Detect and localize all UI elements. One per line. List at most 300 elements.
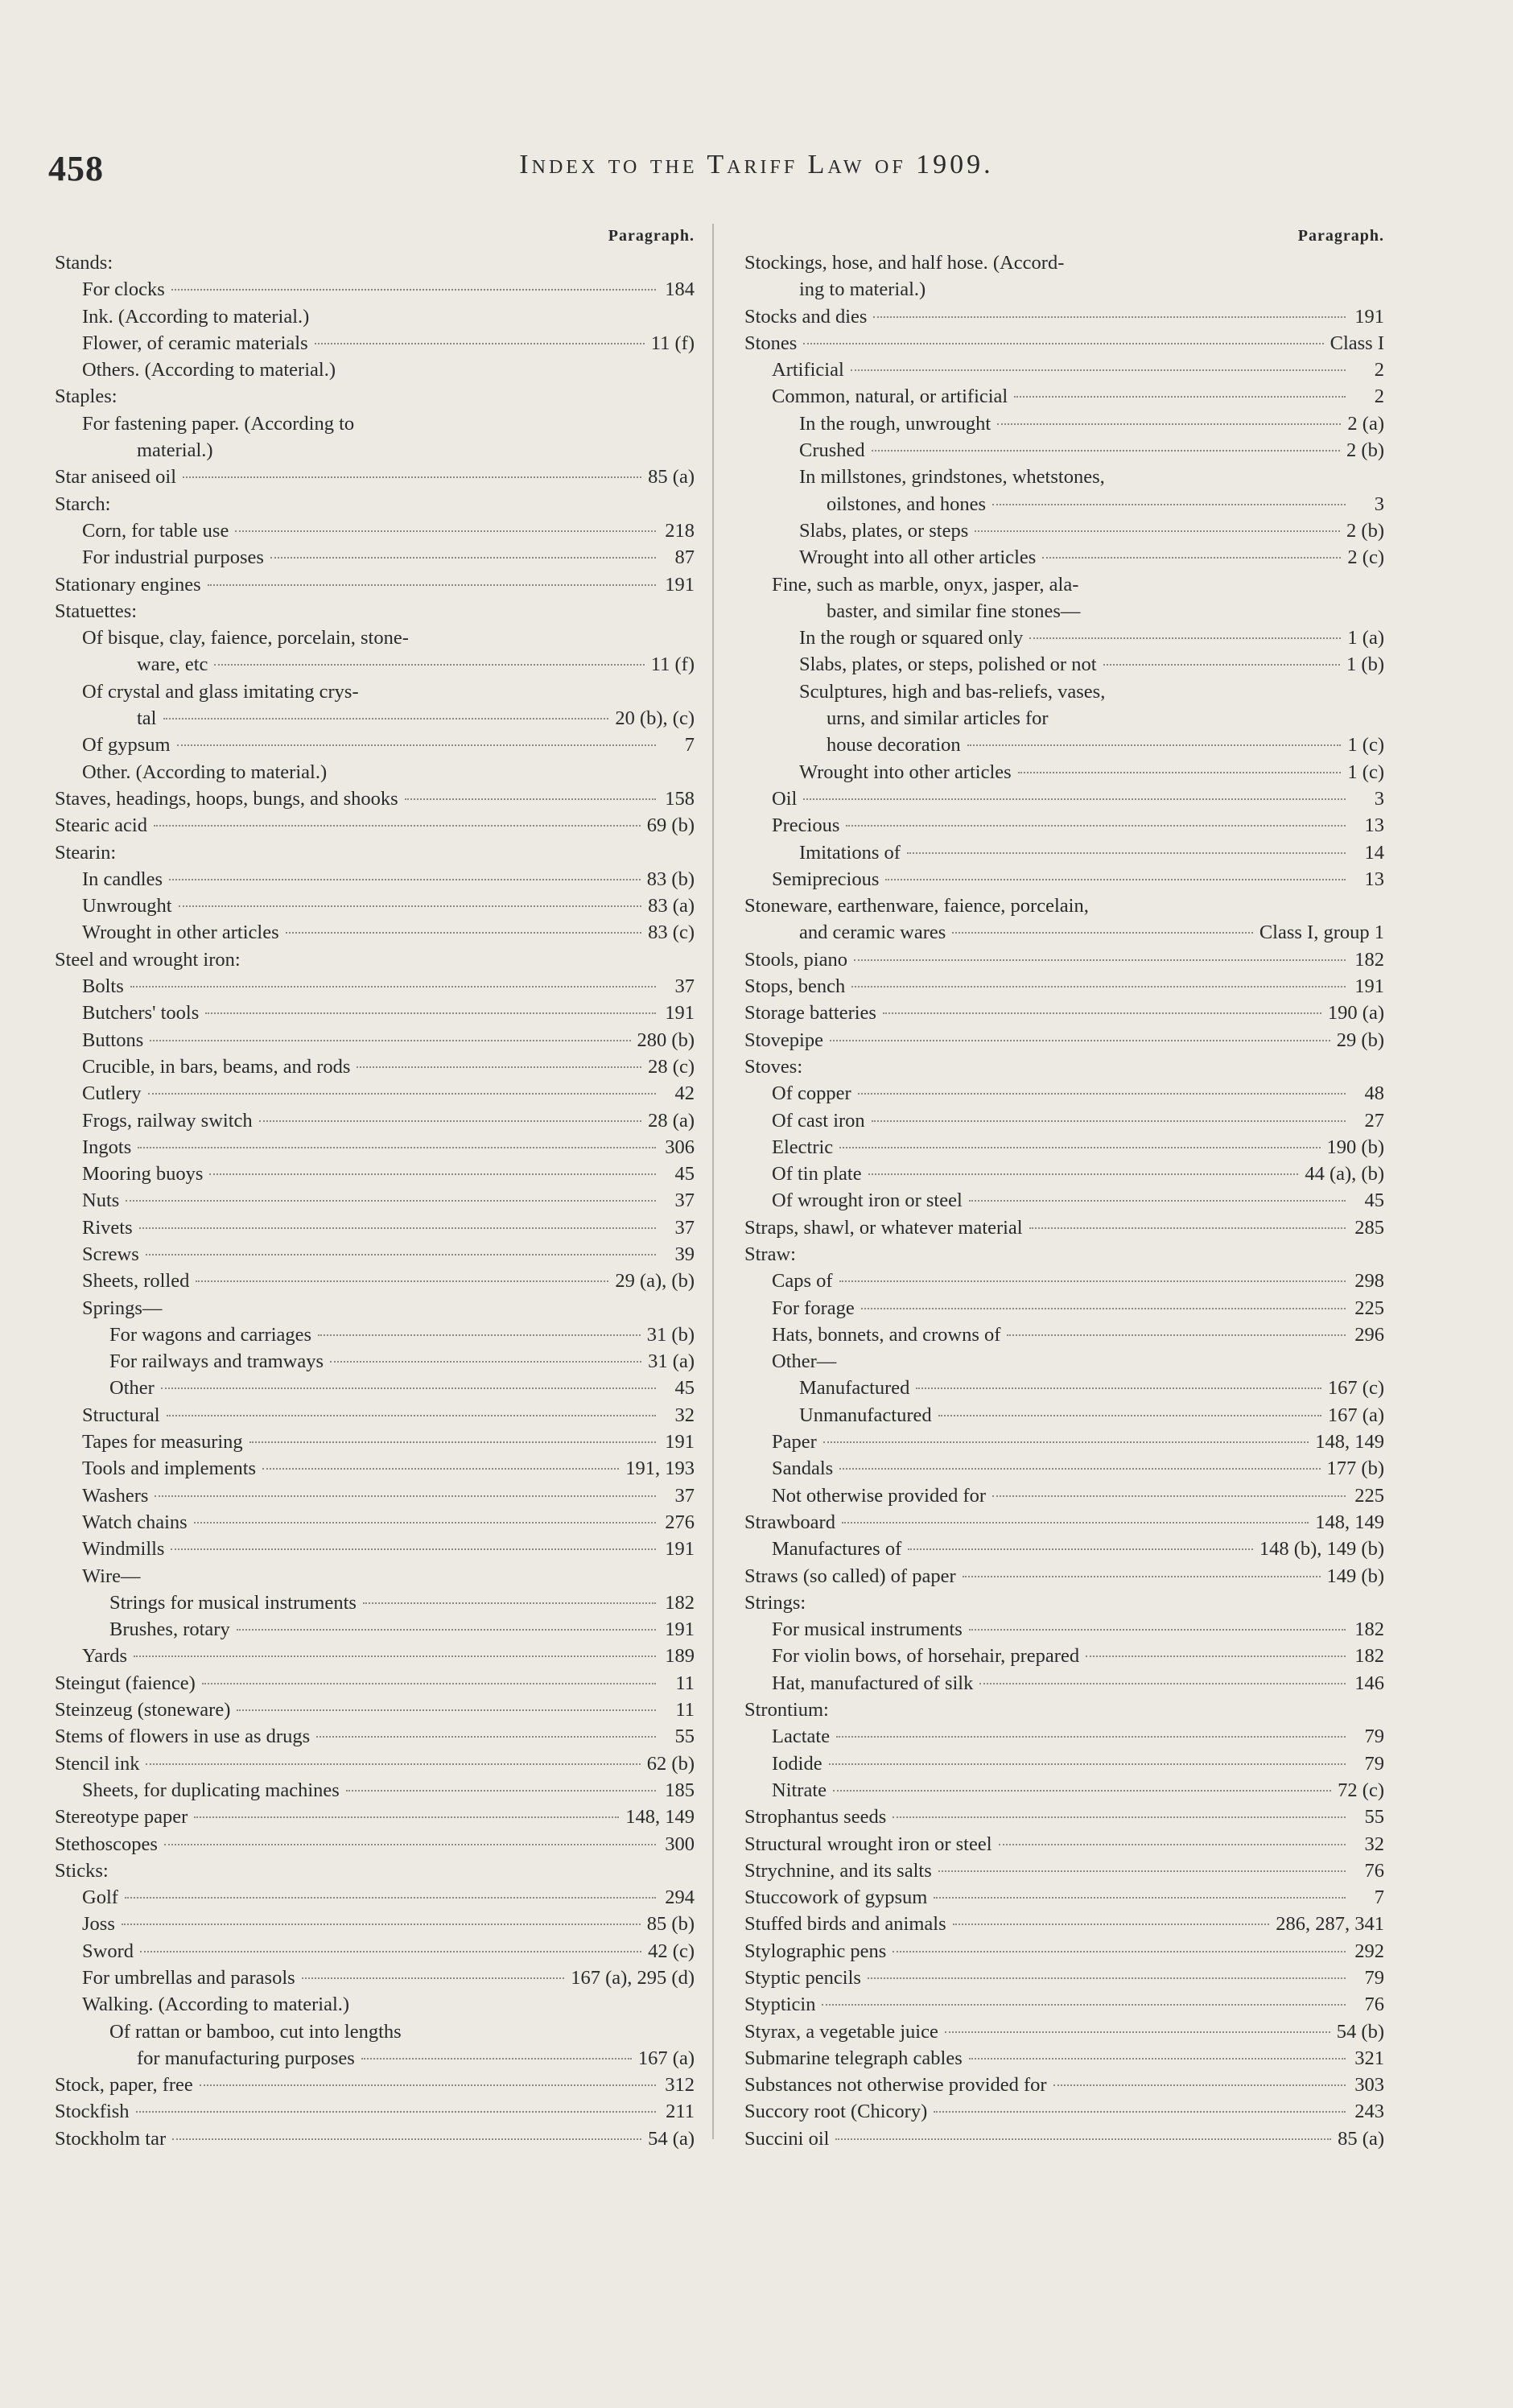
index-entry-paragraph-ref: 14 xyxy=(1364,841,1384,864)
index-entry-paragraph-ref: 29 (a), (b) xyxy=(615,1270,695,1293)
index-entry-paragraph-ref: 286, 287, 341 xyxy=(1276,1913,1384,1936)
index-entry-paragraph-ref: 2 (b) xyxy=(1346,439,1384,462)
dot-leader xyxy=(163,717,609,720)
index-entry xyxy=(744,1348,1384,1375)
dot-leader xyxy=(363,1602,656,1604)
dot-leader xyxy=(803,798,1346,800)
index-entry-paragraph-ref: 45 xyxy=(674,1377,695,1400)
dot-leader xyxy=(134,1655,656,1657)
dot-leader xyxy=(262,1467,619,1470)
index-entry xyxy=(55,2126,695,2152)
index-entry-term: For violin bows, of horsehair, prepared xyxy=(772,1645,1080,1668)
index-entry xyxy=(55,517,695,544)
index-entry-paragraph-ref: 83 (c) xyxy=(648,922,695,944)
index-entry xyxy=(744,1322,1384,1348)
index-entry xyxy=(744,1777,1384,1804)
index-entry-term: For musical instruments xyxy=(772,1618,963,1641)
index-entry-paragraph-ref: 31 (b) xyxy=(646,1323,695,1346)
index-entry-term: Succory root (Chicory) xyxy=(744,2101,928,2123)
index-entry xyxy=(55,1429,695,1455)
page-number: 458 xyxy=(48,149,104,188)
index-entry-term: For umbrellas and parasols xyxy=(82,1967,295,1989)
index-entry xyxy=(55,598,695,625)
index-entry-term: Of bisque, clay, faience, porcelain, stone- xyxy=(82,627,409,649)
index-entry-paragraph-ref: 182 xyxy=(1354,1645,1384,1668)
index-entry-term: Flower, of ceramic materials xyxy=(82,332,308,354)
index-entry-term: Butchers' tools xyxy=(82,1002,200,1025)
index-entry-term: Oil xyxy=(772,787,798,810)
index-entry xyxy=(744,651,1384,678)
index-list-right xyxy=(744,249,1384,2152)
index-entry-paragraph-ref: 148, 149 xyxy=(625,1806,695,1829)
index-entry xyxy=(744,1697,1384,1723)
dot-leader xyxy=(868,1977,1346,1979)
dot-leader xyxy=(861,1307,1346,1309)
index-entry-paragraph-ref: 3 xyxy=(1374,493,1384,515)
dot-leader xyxy=(997,423,1341,425)
index-entry xyxy=(744,866,1384,893)
index-entry xyxy=(55,1080,695,1107)
index-entry-term: Semiprecious xyxy=(772,868,880,890)
index-entry-term: Watch chains xyxy=(82,1511,188,1533)
dot-leader xyxy=(259,1119,642,1122)
index-entry-paragraph-ref: 79 xyxy=(1364,1752,1384,1775)
index-entry-term: Of gypsum xyxy=(82,734,171,757)
index-entry-paragraph-ref: 44 (a), (b) xyxy=(1305,1163,1384,1185)
dot-leader xyxy=(139,1227,656,1229)
index-entry-paragraph-ref: 243 xyxy=(1354,2101,1384,2123)
dot-leader xyxy=(893,1816,1346,1818)
index-entry-term: Stones xyxy=(744,332,798,354)
index-entry-paragraph-ref: 285 xyxy=(1354,1216,1384,1239)
index-entry-paragraph-ref: 28 (c) xyxy=(648,1055,695,1078)
index-entry xyxy=(744,1991,1384,2018)
index-entry-paragraph-ref: 42 (c) xyxy=(648,1940,695,1962)
dot-leader xyxy=(836,1735,1346,1738)
index-entry-term: Statuettes: xyxy=(55,600,138,622)
index-entry xyxy=(55,571,695,598)
index-entry-term: Bolts xyxy=(82,975,124,998)
index-entry xyxy=(55,2018,695,2045)
index-entry-term: Slabs, plates, or steps, polished or not xyxy=(799,654,1097,676)
dot-leader xyxy=(316,1735,656,1738)
dot-leader xyxy=(205,1012,656,1014)
index-entry-term: Other. (According to material.) xyxy=(82,761,328,783)
index-entry xyxy=(55,1268,695,1294)
index-entry-paragraph-ref: 62 (b) xyxy=(646,1752,695,1775)
index-entry-term: Paper xyxy=(772,1431,817,1453)
index-entry-term: tal xyxy=(137,707,157,730)
index-entry xyxy=(55,1858,695,1884)
dot-leader xyxy=(200,2084,656,2086)
dot-leader xyxy=(237,1628,656,1631)
index-entry xyxy=(744,919,1384,946)
index-entry-term: Styptic pencils xyxy=(744,1967,861,1989)
dot-leader xyxy=(945,2031,1330,2033)
index-entry-paragraph-ref: Class I, group 1 xyxy=(1259,922,1384,944)
dot-leader xyxy=(893,1950,1346,1952)
index-entry xyxy=(744,303,1384,330)
dot-leader xyxy=(302,1977,565,1979)
index-entry-term: ware, etc xyxy=(137,654,208,676)
index-entry-term: house decoration xyxy=(827,734,961,757)
index-entry-term: Sheets, for duplicating machines xyxy=(82,1779,340,1801)
index-entry-term: Caps of xyxy=(772,1270,833,1293)
index-entry-term: for manufacturing purposes xyxy=(137,2047,355,2069)
index-entry xyxy=(55,1322,695,1348)
index-entry xyxy=(744,1938,1384,1965)
dot-leader xyxy=(868,1173,1299,1175)
dot-leader xyxy=(183,476,641,478)
index-entry xyxy=(55,812,695,839)
index-entry xyxy=(744,1107,1384,1134)
index-entry-term: Structural wrought iron or steel xyxy=(744,1833,992,1855)
index-entry-paragraph-ref: 11 xyxy=(675,1699,695,1721)
index-entry xyxy=(55,1402,695,1429)
index-entry-paragraph-ref: 85 (a) xyxy=(648,466,695,489)
index-entry-term: Stockings, hose, and half hose. (Accord- xyxy=(744,252,1065,274)
index-entry xyxy=(744,1858,1384,1884)
index-entry-term: Starch: xyxy=(55,493,111,515)
index-entry xyxy=(55,1482,695,1509)
dot-leader xyxy=(202,1682,656,1684)
index-entry-term: Walking. (According to material.) xyxy=(82,1994,350,2016)
dot-leader xyxy=(846,824,1346,827)
dot-leader xyxy=(126,1199,656,1202)
index-entry xyxy=(744,517,1384,544)
index-entry-paragraph-ref: 280 (b) xyxy=(637,1029,695,1051)
index-entry-term: For forage xyxy=(772,1297,855,1319)
index-entry-paragraph-ref: 1 (c) xyxy=(1347,761,1384,783)
paragraph-column-header: Paragraph. xyxy=(1297,227,1384,245)
dot-leader xyxy=(346,1789,656,1792)
index-entry xyxy=(55,705,695,732)
index-entry-paragraph-ref: 158 xyxy=(665,787,695,810)
index-entry-term: Others. (According to material.) xyxy=(82,359,336,381)
dot-leader xyxy=(1014,395,1346,398)
index-entry-paragraph-ref: 37 xyxy=(674,1190,695,1212)
dot-leader xyxy=(872,1119,1346,1122)
index-entry xyxy=(744,1563,1384,1590)
dot-leader xyxy=(907,851,1346,854)
index-entry-term: Stationary engines xyxy=(55,573,201,596)
index-entry-paragraph-ref: 191, 193 xyxy=(625,1458,695,1480)
index-entry xyxy=(55,383,695,410)
index-entry-term: Unmanufactured xyxy=(799,1404,932,1426)
index-entry xyxy=(55,1348,695,1375)
index-entry-term: Frogs, railway switch xyxy=(82,1109,253,1132)
index-entry xyxy=(55,1509,695,1536)
index-entry-paragraph-ref: 191 xyxy=(665,1431,695,1453)
dot-leader xyxy=(999,1843,1346,1845)
index-entry xyxy=(55,651,695,678)
index-entry xyxy=(55,357,695,383)
index-entry-paragraph-ref: 37 xyxy=(674,1484,695,1507)
index-entry-term: Stocks and dies xyxy=(744,305,868,328)
dot-leader xyxy=(315,342,645,344)
index-entry-paragraph-ref: 85 (a) xyxy=(1338,2127,1384,2150)
index-entry-term: Stoves: xyxy=(744,1055,803,1078)
index-entry xyxy=(744,1750,1384,1777)
index-entry xyxy=(55,1241,695,1268)
index-entry xyxy=(744,410,1384,437)
index-entry-paragraph-ref: 1 (c) xyxy=(1347,734,1384,757)
index-entry-paragraph-ref: 191 xyxy=(1354,975,1384,998)
index-entry-term: Submarine telegraph cables xyxy=(744,2047,963,2069)
dot-leader xyxy=(209,1173,656,1175)
index-entry-paragraph-ref: 211 xyxy=(666,2101,695,2123)
index-entry-paragraph-ref: 294 xyxy=(665,1886,695,1909)
dot-leader xyxy=(169,878,641,880)
index-entry-term: Ink. (According to material.) xyxy=(82,305,310,328)
index-entry xyxy=(55,1590,695,1616)
index-entry-paragraph-ref: 182 xyxy=(1354,1618,1384,1641)
index-entry xyxy=(744,383,1384,410)
index-entry-paragraph-ref: 11 (f) xyxy=(650,332,695,354)
index-entry-term: Sheets, rolled xyxy=(82,1270,190,1293)
index-entry xyxy=(55,464,695,490)
dot-leader xyxy=(1029,637,1341,639)
index-entry-term: Sticks: xyxy=(55,1859,109,1882)
dot-leader xyxy=(148,1092,657,1095)
index-entry-paragraph-ref: 32 xyxy=(674,1404,695,1426)
index-entry-paragraph-ref: 31 (a) xyxy=(648,1350,695,1373)
dot-leader xyxy=(1103,663,1341,666)
dot-leader xyxy=(214,663,644,666)
dot-leader xyxy=(963,1575,1321,1577)
index-entry-paragraph-ref: 167 (c) xyxy=(1327,1377,1384,1400)
index-entry xyxy=(55,1670,695,1697)
index-entry-paragraph-ref: 2 xyxy=(1374,386,1384,408)
index-entry-term: Stops, bench xyxy=(744,975,846,998)
index-entry-term: Stereotype paper xyxy=(55,1806,188,1829)
dot-leader xyxy=(839,1467,1320,1470)
dot-leader xyxy=(885,878,1346,880)
index-entry xyxy=(55,1107,695,1134)
index-entry xyxy=(744,1268,1384,1294)
dot-leader xyxy=(140,1950,641,1952)
dot-leader xyxy=(330,1360,641,1363)
index-entry-term: In the rough or squared only xyxy=(799,627,1024,649)
dot-leader xyxy=(1029,1227,1346,1229)
index-entry-term: Electric xyxy=(772,1136,834,1158)
index-entry-paragraph-ref: 191 xyxy=(665,573,695,596)
index-entry-term: and ceramic wares xyxy=(799,922,946,944)
index-entry xyxy=(55,1054,695,1080)
index-entry xyxy=(55,1455,695,1482)
index-entry-paragraph-ref: 69 (b) xyxy=(646,814,695,837)
index-entry-term: Stethoscopes xyxy=(55,1833,158,1855)
index-entry xyxy=(744,812,1384,839)
dot-leader xyxy=(858,1092,1346,1095)
index-entry-term: Nitrate xyxy=(772,1779,827,1801)
index-entry-paragraph-ref: 184 xyxy=(665,278,695,301)
index-entry xyxy=(744,705,1384,732)
index-entry-term: Wrought into all other articles xyxy=(799,546,1037,569)
index-entry-term: Staves, headings, hoops, bungs, and shooks xyxy=(55,787,398,810)
dot-leader xyxy=(361,2057,632,2060)
dot-leader xyxy=(146,1253,656,1256)
dot-leader xyxy=(179,905,642,907)
index-entry xyxy=(744,759,1384,785)
index-entry xyxy=(744,1214,1384,1241)
index-entry xyxy=(744,330,1384,357)
index-entry-term: Steel and wrought iron: xyxy=(55,948,241,971)
index-entry-term: Precious xyxy=(772,814,840,837)
index-entry-paragraph-ref: 191 xyxy=(665,1002,695,1025)
index-entry xyxy=(744,1241,1384,1268)
index-entry-term: Iodide xyxy=(772,1752,822,1775)
index-entry-term: Stypticin xyxy=(744,1994,816,2016)
index-entry-paragraph-ref: 300 xyxy=(665,1833,695,1855)
index-entry-paragraph-ref: 296 xyxy=(1354,1323,1384,1346)
index-entry-paragraph-ref: 189 xyxy=(665,1645,695,1668)
index-entry-term: Strychnine, and its salts xyxy=(744,1859,932,1882)
index-entry-paragraph-ref: 7 xyxy=(1374,1886,1384,1909)
index-entry-term: Stearin: xyxy=(55,841,117,864)
index-entry-term: Rivets xyxy=(82,1216,133,1239)
index-entry-paragraph-ref: 2 (c) xyxy=(1347,546,1384,569)
index-entry-term: Crucible, in bars, beams, and rods xyxy=(82,1055,351,1078)
index-entry-paragraph-ref: 2 (b) xyxy=(1346,519,1384,542)
index-entry xyxy=(744,1482,1384,1509)
index-entry-paragraph-ref: 303 xyxy=(1354,2074,1384,2097)
dot-leader xyxy=(172,2138,641,2140)
index-entry-term: Strontium: xyxy=(744,1699,829,1721)
dot-leader xyxy=(992,1495,1346,1497)
index-entry xyxy=(744,1670,1384,1697)
index-entry-term: Mooring buoys xyxy=(82,1163,204,1185)
index-entry xyxy=(744,785,1384,812)
dot-leader xyxy=(194,1521,656,1524)
index-entry-term: Tapes for measuring xyxy=(82,1431,243,1453)
index-entry-paragraph-ref: 2 (a) xyxy=(1347,412,1384,435)
index-entry-paragraph-ref: 13 xyxy=(1364,868,1384,890)
index-entry-term: Of crystal and glass imitating crys- xyxy=(82,680,359,703)
index-entry-paragraph-ref: 79 xyxy=(1364,1967,1384,1989)
index-entry-term: For railways and tramways xyxy=(109,1350,324,1373)
index-entry xyxy=(744,1509,1384,1536)
index-entry-term: Other— xyxy=(772,1350,837,1373)
index-entry-paragraph-ref: 149 (b) xyxy=(1326,1565,1384,1587)
index-entry-paragraph-ref: 76 xyxy=(1364,1994,1384,2016)
dot-leader xyxy=(938,1414,1321,1416)
index-entry-paragraph-ref: 54 (a) xyxy=(648,2127,695,2150)
index-entry xyxy=(744,1911,1384,1937)
index-entry xyxy=(744,276,1384,303)
index-entry xyxy=(744,1884,1384,1911)
index-entry-term: Lactate xyxy=(772,1726,831,1748)
index-entry-paragraph-ref: 190 (b) xyxy=(1326,1136,1384,1158)
index-entry-paragraph-ref: 191 xyxy=(1354,305,1384,328)
index-entry-term: Star aniseed oil xyxy=(55,466,177,489)
dot-leader xyxy=(934,1896,1346,1899)
index-entry-term: Golf xyxy=(82,1886,118,1909)
index-entry-term: Wrought in other articles xyxy=(82,922,279,944)
index-entry-paragraph-ref: 37 xyxy=(674,975,695,998)
dot-leader xyxy=(154,824,641,827)
index-entry-term: Windmills xyxy=(82,1538,165,1561)
dot-leader xyxy=(249,1441,656,1443)
index-entry-term: Ingots xyxy=(82,1136,132,1158)
index-entry xyxy=(744,491,1384,517)
dot-leader xyxy=(975,530,1340,532)
index-column-left xyxy=(55,222,695,2152)
index-entry xyxy=(744,1965,1384,1991)
dot-leader xyxy=(150,1039,630,1041)
index-entry xyxy=(55,946,695,973)
index-entry xyxy=(744,1054,1384,1080)
index-entry xyxy=(744,2072,1384,2098)
index-entry-paragraph-ref: 225 xyxy=(1354,1484,1384,1507)
index-entry-paragraph-ref: 79 xyxy=(1364,1726,1384,1748)
index-entry-term: Succini oil xyxy=(744,2127,830,2150)
index-entry-term: Cutlery xyxy=(82,1082,142,1105)
dot-leader xyxy=(122,1923,641,1925)
dot-leader xyxy=(872,449,1340,452)
dot-leader xyxy=(851,985,1346,988)
running-head: Index to the Tariff Law of 1909. xyxy=(519,150,994,179)
index-entry-paragraph-ref: 312 xyxy=(665,2074,695,2097)
index-entry xyxy=(55,1938,695,1965)
index-entry-term: Brushes, rotary xyxy=(109,1618,230,1641)
index-entry xyxy=(55,678,695,705)
dot-leader xyxy=(1007,1334,1346,1336)
index-entry xyxy=(744,839,1384,866)
index-entry xyxy=(744,2018,1384,2045)
index-entry-paragraph-ref: 225 xyxy=(1354,1297,1384,1319)
index-entry-term: Stands: xyxy=(55,252,113,274)
index-entry-term: Buttons xyxy=(82,1029,144,1051)
index-entry xyxy=(55,544,695,571)
index-entry-paragraph-ref: 29 (b) xyxy=(1336,1029,1384,1051)
index-entry-term: Stools, piano xyxy=(744,948,847,971)
index-entry xyxy=(55,1697,695,1723)
dot-leader xyxy=(916,1387,1321,1389)
index-entry-term: urns, and similar articles for xyxy=(827,707,1049,730)
index-entry xyxy=(55,2098,695,2125)
index-entry-term: Hat, manufactured of silk xyxy=(772,1672,974,1694)
index-entry-term: Straps, shawl, or whatever material xyxy=(744,1216,1023,1239)
index-entry-term: Styrax, a vegetable juice xyxy=(744,2020,938,2043)
index-entry-paragraph-ref: Class I xyxy=(1330,332,1384,354)
dot-leader xyxy=(194,1816,619,1818)
index-entry-term: Stockfish xyxy=(55,2101,130,2123)
index-entry-term: In the rough, unwrought xyxy=(799,412,991,435)
index-entry xyxy=(744,1831,1384,1858)
dot-leader xyxy=(873,315,1346,318)
dot-leader xyxy=(196,1280,608,1282)
dot-leader xyxy=(833,1789,1331,1792)
index-entry-term: Manufactures of xyxy=(772,1538,902,1561)
index-entry-paragraph-ref: 83 (a) xyxy=(648,895,695,917)
dot-leader xyxy=(171,288,656,291)
index-entry xyxy=(55,1187,695,1214)
dot-leader xyxy=(286,931,642,934)
index-entry xyxy=(55,1831,695,1858)
index-entry xyxy=(55,1375,695,1401)
index-entry-term: Nuts xyxy=(82,1190,120,1212)
dot-leader xyxy=(952,931,1253,934)
index-entry xyxy=(55,2072,695,2098)
index-entry-paragraph-ref: 11 xyxy=(675,1672,695,1694)
index-entry xyxy=(744,464,1384,490)
index-entry xyxy=(744,732,1384,758)
index-entry xyxy=(744,1616,1384,1643)
index-entry-paragraph-ref: 39 xyxy=(674,1243,695,1265)
dot-leader xyxy=(969,1628,1346,1631)
index-entry-paragraph-ref: 54 (b) xyxy=(1336,2020,1384,2043)
